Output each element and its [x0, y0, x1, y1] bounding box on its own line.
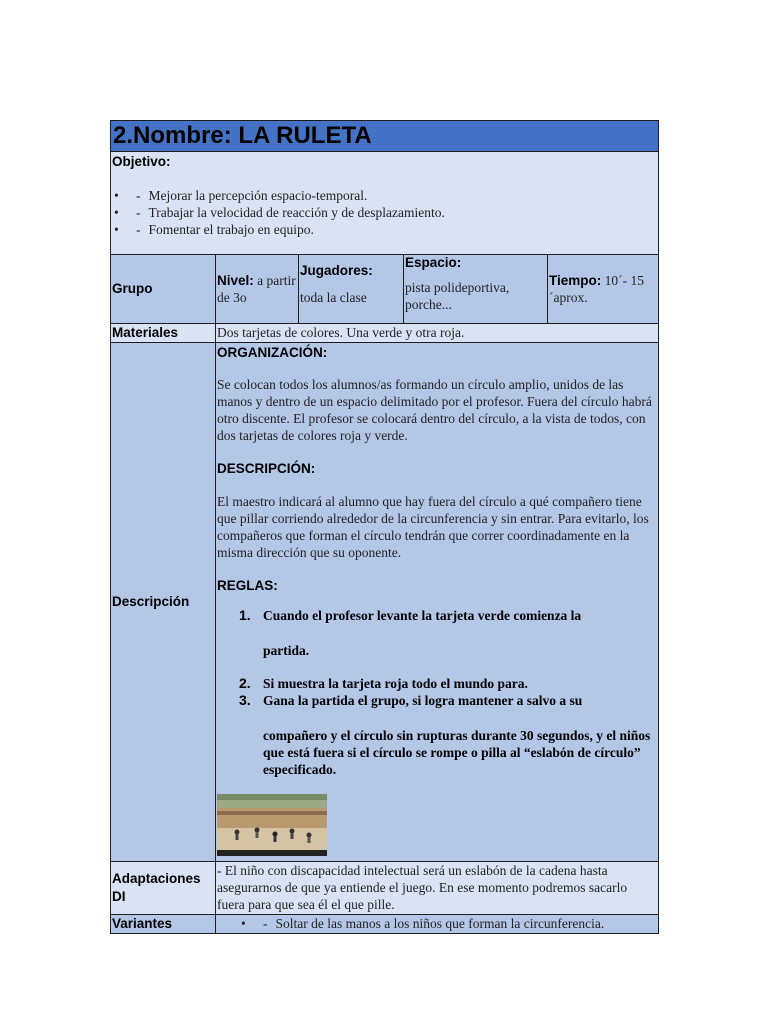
variantes-value-cell [216, 915, 659, 934]
jugadores-cell [299, 255, 404, 324]
descripcion-row [111, 343, 659, 862]
adaptaciones-value-cell [216, 862, 659, 915]
adaptaciones-row [111, 862, 659, 915]
objetivo-row [111, 152, 659, 255]
nivel-cell [216, 255, 299, 324]
materiales-label: Materiales [112, 325, 179, 340]
variantes-label: Variantes [112, 916, 173, 931]
adaptaciones-label: Adaptaciones DI [112, 871, 201, 904]
regla-item: 2. Si muestra la tarjeta roja todo el mundo para. [239, 675, 528, 691]
descripcion-content-cell [216, 343, 659, 862]
grupo-label: Grupo [112, 281, 153, 296]
materiales-value-cell [216, 324, 659, 343]
playground-photo [217, 794, 327, 856]
espacio-label: Espacio: [405, 255, 462, 270]
tiempo-value: 10´- 15´aprox. [549, 273, 645, 305]
jugadores-value: toda la clase [300, 290, 367, 305]
objetivo-list [112, 187, 657, 238]
regla-item: 1. Cuando el profesor levante la tarjeta verde comienza la partida. [239, 607, 582, 658]
organizacion-heading: ORGANIZACIÓN: [217, 345, 328, 360]
materiales-row [111, 324, 659, 343]
page-title: 2.Nombre: LA RULETA [113, 122, 372, 149]
grupo-row [111, 255, 659, 324]
descripcion-label-cell [111, 343, 216, 862]
regla-item: 3. Gana la partida el grupo, si logra mantener a salvo a su compañero y el círculo sin rupturas durante 30 segundos, y el niños que está fuera si el círculo se rompe o pilla al “eslabón de círculo” especificado. [239, 692, 651, 777]
adaptaciones-label-cell [111, 862, 216, 915]
variantes-row [111, 915, 659, 934]
espacio-value: pista polideportiva, porche... [405, 280, 510, 312]
nivel-label: Nivel: [217, 273, 254, 288]
playground-photo-graphic [217, 794, 327, 856]
organizacion-text: Se colocan todos los alumnos/as formando un círculo amplio, unidos de las manos y dentro de un espacio delimitado por el profesor. Fuera del círculo habrá otro discente. El profesor se colocará dentro del círculo, a la vista de todos, con dos tarjetas de colores roja y verde. [217, 377, 652, 443]
variantes-item: • - Soltar de las manos a los niños que forman la circunferencia. [261, 915, 657, 932]
variantes-label-cell [111, 915, 216, 934]
adaptaciones-value: - El niño con discapacidad intelectual será un eslabón de la cadena hasta asegurarnos de que ya entiende el juego. En ese momento podremos sacarlo fuera para que sea él el que pille. [217, 863, 628, 912]
objetivo-item: • - Trabajar la velocidad de reacción y de desplazamiento. [134, 204, 657, 221]
variantes-list [217, 915, 657, 932]
nivel-value: a partir de 3o [217, 273, 296, 305]
objetivo-cell [111, 152, 659, 255]
objetivo-item: • - Mejorar la percepción espacio-temporal. [134, 187, 657, 204]
title-row [111, 121, 659, 152]
title-cell [111, 121, 659, 152]
descripcion-text: El maestro indicará al alumno que hay fuera del círculo a qué compañero tiene que pillar corriendo alrededor de la circunferencia y sin entrar. Para evitarlo, los compañeros que forman el círculo tendrán que correr coordinadamente en la misma dirección que su oponente. [217, 494, 649, 560]
materiales-label-cell [111, 324, 216, 343]
objetivo-label: Objetivo: [112, 154, 171, 169]
objetivo-item: • - Fomentar el trabajo en equipo. [134, 221, 657, 238]
grupo-label-cell [111, 255, 216, 324]
espacio-cell [404, 255, 548, 324]
activity-sheet [110, 120, 658, 934]
reglas-list [217, 607, 657, 778]
tiempo-label: Tiempo: [549, 273, 602, 288]
descripcion-label: Descripción [112, 594, 190, 609]
reglas-heading: REGLAS: [217, 578, 278, 593]
tiempo-cell [548, 255, 659, 324]
descripcion-heading: DESCRIPCIÓN: [217, 461, 316, 476]
activity-table [110, 120, 659, 934]
materiales-value: Dos tarjetas de colores. Una verde y otra roja. [217, 325, 465, 340]
jugadores-label: Jugadores: [300, 263, 373, 278]
